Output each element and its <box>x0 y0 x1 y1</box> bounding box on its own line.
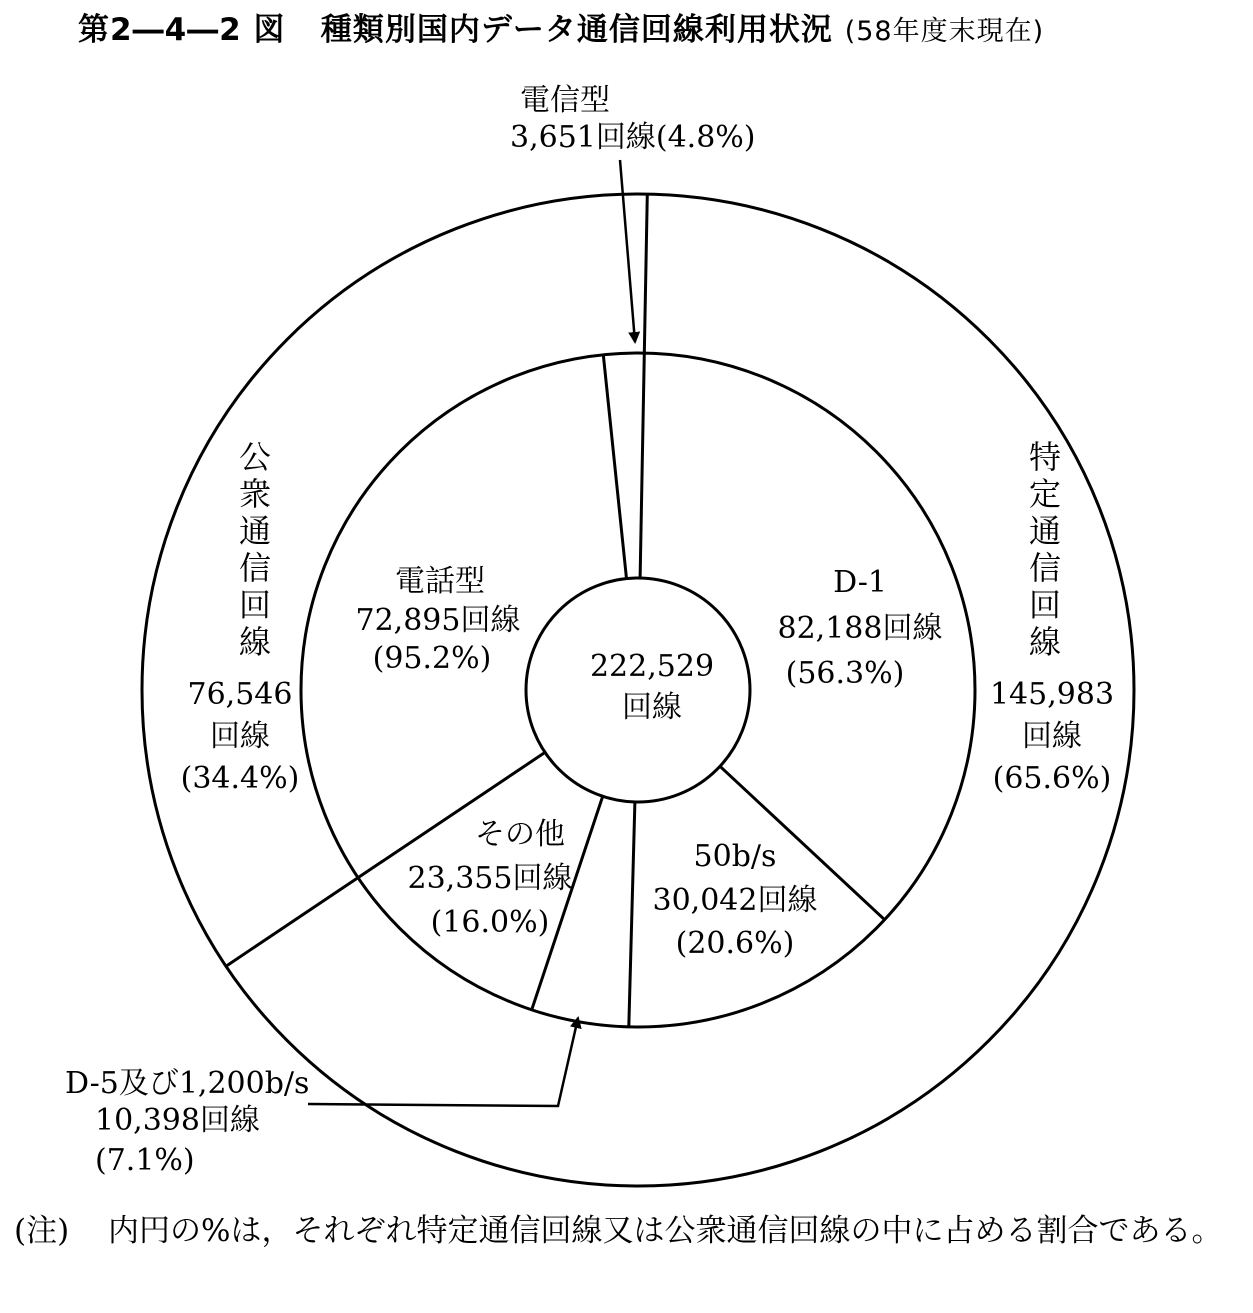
outer-divider-tokutei-koshu <box>226 878 358 967</box>
inner-divider-4 <box>603 355 626 579</box>
outer-label-koshu: 公衆通信回線 <box>238 438 272 661</box>
slice-value-denwa: 72,895回線 <box>355 603 521 638</box>
slice-percent-d1: (56.3%) <box>785 656 905 691</box>
footnote-text: 内円の%は，それぞれ特定通信回線又は公衆通信回線の中に占める割合である。 <box>108 1213 1223 1249</box>
outer-divider-start <box>640 194 647 578</box>
outer-value-tokutei: 145,983 <box>989 677 1115 712</box>
total-unit: 回線 <box>622 690 682 725</box>
slice-percent-sonota: (16.0%) <box>430 905 550 940</box>
slice-value-d1: 82,188回線 <box>777 611 943 646</box>
inner-divider-3 <box>358 752 545 877</box>
outer-unit-tokutei: 回線 <box>1022 719 1082 754</box>
slice-label-denwa: 電話型 <box>395 564 485 599</box>
slice-label-sonota: その他 <box>475 817 565 852</box>
slice-value-denshin: 3,651回線(4.8%) <box>510 120 756 155</box>
slice-percent-50bs: (20.6%) <box>675 926 795 961</box>
outer-label-tokutei: 特定通信回線 <box>1028 438 1062 661</box>
slice-label-d1: D-1 <box>833 565 887 600</box>
callout-arrow-denshin <box>620 160 635 342</box>
inner-divider-1 <box>629 802 635 1027</box>
outer-unit-koshu: 回線 <box>210 719 270 754</box>
slice-value-d5: 10,398回線 <box>95 1103 260 1138</box>
slice-label-d5: D-5及び1,200b/s <box>65 1066 310 1101</box>
slice-percent-d5: (7.1%) <box>95 1143 195 1178</box>
slice-label-denshin: 電信型 <box>520 83 610 118</box>
slice-label-50bs: 50b/s <box>693 839 777 874</box>
slice-percent-denwa: (95.2%) <box>372 641 492 676</box>
footnote <box>14 1208 1242 1255</box>
footnote-tag: (注) <box>14 1213 70 1249</box>
outer-percent-tokutei: (65.6%) <box>992 761 1112 796</box>
slice-value-sonota: 23,355回線 <box>407 861 573 896</box>
figure-title: 種類別国内データ通信回線利用状況 <box>320 12 833 48</box>
figure-number: 第2―4―2 図 <box>78 12 286 48</box>
outer-value-koshu: 76,546 <box>187 677 293 712</box>
figure-subtitle: (58年度末現在) <box>844 16 1045 47</box>
slice-value-50bs: 30,042回線 <box>652 883 818 918</box>
total-value: 222,529 <box>589 649 715 684</box>
outer-percent-koshu: (34.4%) <box>180 761 300 796</box>
